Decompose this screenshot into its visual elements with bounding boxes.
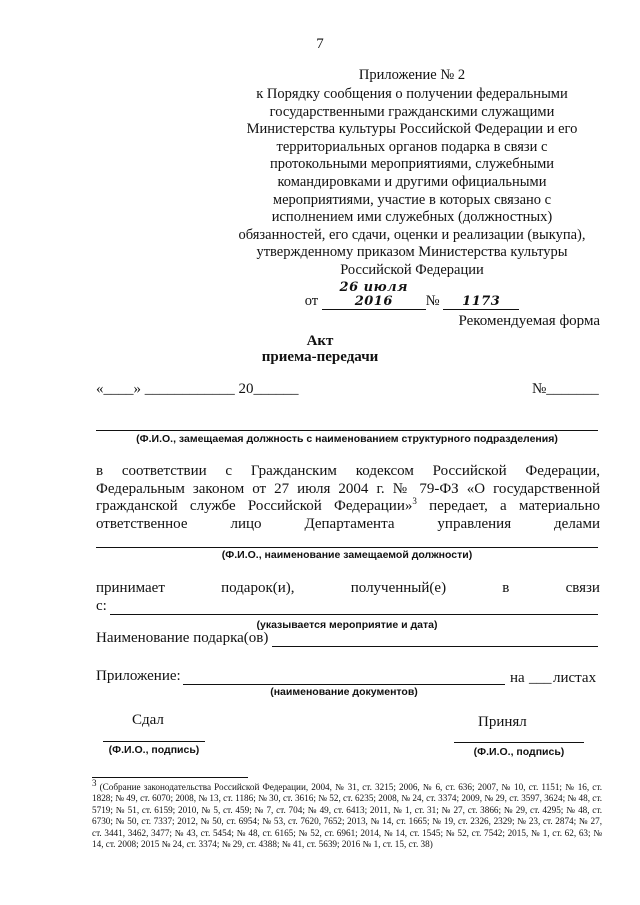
act-number-field[interactable]: №_______ (532, 381, 599, 397)
recommended-form-label: Рекомендуемая форма (458, 313, 600, 329)
date-prefix: от (304, 293, 319, 309)
appendix-line: государственными гражданскими служащими (269, 103, 555, 120)
appendix-line: протокольными мероприятиями, служебными (269, 156, 555, 173)
attachment-label: Приложение: (96, 668, 181, 684)
accepts-word: подарок(и), (221, 580, 295, 596)
caption-sign-left: (Ф.И.О., подпись) (108, 744, 200, 756)
attachment-on-label: на (510, 670, 525, 686)
appendix-line: утвержденному приказом Министерства культуры (256, 244, 568, 261)
attachment-line[interactable] (183, 684, 505, 685)
footnote-separator (92, 777, 248, 778)
gift-name-line[interactable] (272, 646, 598, 647)
sign-line-left[interactable] (103, 741, 205, 742)
paragraph-line: Федеральным законом от 27 июля 2004 г. № 79-ФЗ «О государственной (96, 480, 600, 497)
accepts-word: принимает (96, 580, 165, 596)
official-name-line[interactable] (96, 430, 598, 431)
accepts-word: в (502, 580, 510, 596)
appendix-description (232, 86, 592, 280)
transfer-paragraph (96, 463, 600, 533)
caption-recipient: (Ф.И.О., наименование замещаемой должности) (221, 549, 473, 561)
appendix-line: территориальных органов подарка в связи с (276, 138, 548, 155)
paragraph-line: в соответствии с Гражданским кодексом Российской Федерации, (96, 463, 600, 479)
appendix-line: мероприятиями, участие в которых связано с (272, 191, 552, 208)
paragraph-line-part: гражданской службе Российской Федерации» (96, 498, 413, 514)
event-line[interactable] (110, 614, 598, 615)
accepts-word: полученный(е) (350, 580, 447, 596)
appendix-line: Российской Федерации (340, 261, 484, 278)
appendix-line: Министерства культуры Российской Федерации и его (246, 121, 578, 138)
caption-official: (Ф.И.О., замещаемая должность с наименованием структурного подразделения) (136, 433, 558, 445)
appendix-line: командировками и другими официальными (277, 173, 547, 190)
paragraph-line: ответственное лицо Департамента управления делами (96, 515, 600, 532)
document-title: Акт (306, 333, 334, 349)
paragraph-line (96, 498, 600, 516)
handwritten-number: 1173 (443, 295, 519, 310)
footnote (92, 777, 602, 850)
handwritten-date: 26 июля 2016 (322, 281, 426, 310)
accepts-row (96, 580, 600, 597)
caption-documents: (наименование документов) (270, 686, 418, 698)
received-label: Принял (478, 714, 527, 730)
sign-line-right[interactable] (454, 742, 584, 743)
accepts-word: связи (565, 580, 600, 596)
number-prefix: № (425, 293, 440, 309)
footnote-number: 3 (92, 777, 97, 788)
order-date-line (232, 281, 592, 310)
handed-over-label: Сдал (132, 712, 164, 728)
page-number: 7 (316, 36, 324, 52)
caption-event: (указывается мероприятие и дата) (256, 619, 438, 631)
appendix-line: обязанностей, его сдачи, оценки и реализации (выкупа), (238, 226, 586, 243)
sheets-label: листах (553, 670, 597, 686)
document-subtitle: приема-передачи (261, 349, 379, 365)
appendix-line: исполнением ими служебных (должностных) (271, 209, 553, 226)
sheets-count-field[interactable]: ___ (529, 670, 552, 686)
appendix-line: к Порядку сообщения о получении федеральными (256, 86, 568, 102)
act-date-field[interactable]: «____» ____________ 20______ (96, 381, 299, 397)
with-label: с: (96, 598, 107, 614)
caption-sign-right: (Ф.И.О., подпись) (473, 746, 565, 758)
gift-name-label: Наименование подарка(ов) (96, 630, 269, 646)
paragraph-line-part: передает, а материально (416, 498, 600, 514)
footnote-text: (Собрание законодательства Российской Федерации, 2004, № 31, ст. 3215; 2006, № 6, ст. 636; 2007, № 10, ст. 1151; № 16, ст. 1828; № 49, ст. 6070; 2008, № 13, ст. 1186; № 30, ст. 3616; № 52, ст. 6235; 2008, № 24, ст. 3374; 2009, № 29, ст. 3597, 3624; № 48, ст. 5719; № 51, ст. 6159; 2010, № 5, ст. 459; № 7, ст. 704; № 49, ст. 6413; 2011, № 1, ст. 31; № 27, ст. 3866; № 29, ст. 4295; № 48, ст. 6730; № 50, ст. 7337; 2012, № 50, ст. 6954; № 53, ст. 7620, 7652; 2013, № 14, ст. 1665; № 19, ст. 2326, 2329; № 23, ст. 2874; № 27, ст. 3441, 3462, 3477; № 43, ст. 5454; № 48, ст. 6165; № 52, ст. 6961; 2014, № 14, ст. 1545; № 52, ст. 7542; 2015, № 1, ст. 62, 63; № 14, ст. 2008; 2015 № 24, ст. 3374; № 29, ст. 4388; № 41, ст. 5639; 2016 № 1, ст. 15, ст. 38) (92, 782, 602, 850)
appendix-title: Приложение № 2 (358, 67, 466, 83)
recipient-name-line[interactable] (96, 547, 598, 548)
footnote-reference: 3 (412, 496, 417, 506)
